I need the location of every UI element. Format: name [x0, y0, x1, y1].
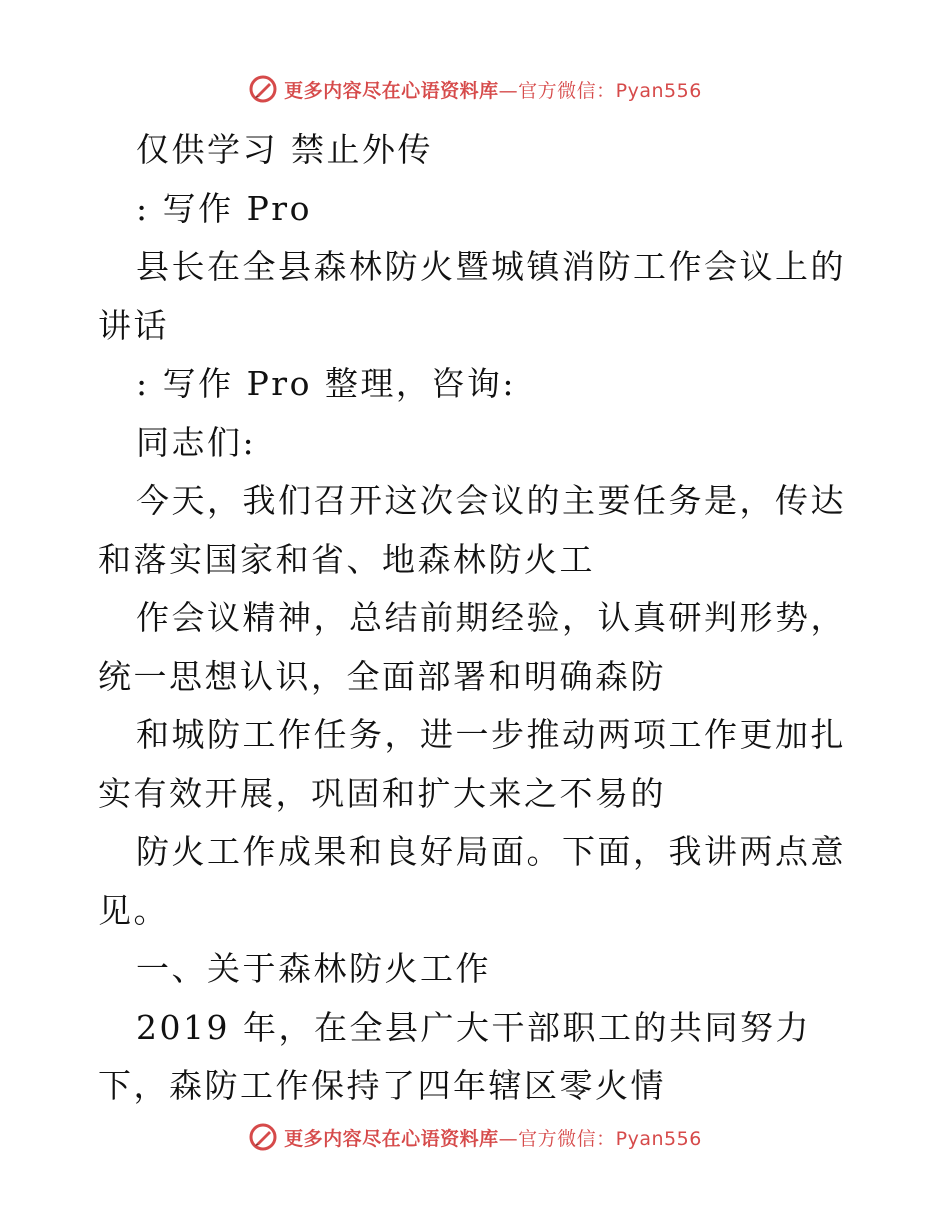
document-body	[98, 121, 858, 1116]
watermark-contact-text: —官方微信：Pyan556	[498, 79, 702, 102]
watermark-main-text: 更多内容尽在心语资料库	[284, 79, 499, 102]
paragraph-body-3: 和城防工作任务，进一步推动两项工作更加扎实有效开展，巩固和扩大来之不易的	[98, 715, 846, 813]
document-title: 县长在全县森林防火暨城镇消防工作会议上的讲话	[98, 247, 846, 345]
pen-logo-icon	[248, 74, 278, 104]
paragraph-body-2: 作会议精神，总结前期经验，认真研判形势，统一思想认识，全面部署和明确森防	[98, 598, 846, 696]
paragraph-body-5: 2019 年，在全县广大干部职工的共同努力下，森防工作保持了四年辖区零火情	[98, 1007, 811, 1105]
paragraph-notice: 仅供学习 禁止外传	[136, 130, 433, 169]
watermark-contact-text: —官方微信：Pyan556	[498, 1127, 702, 1150]
pen-logo-icon	[248, 1122, 278, 1152]
paragraph-compiler: : 写作 Pro 整理，咨询:	[136, 364, 517, 403]
footer-watermark	[0, 1122, 950, 1152]
paragraph-body-4: 防火工作成果和良好局面。下面，我讲两点意见。	[98, 832, 846, 930]
watermark-main-text: 更多内容尽在心语资料库	[284, 1127, 499, 1150]
paragraph-author: : 写作 Pro	[136, 188, 312, 228]
section-heading-1: 一、关于森林防火工作	[136, 949, 491, 988]
paragraph-salutation: 同志们:	[136, 422, 257, 462]
paragraph-body-1: 今天，我们召开这次会议的主要任务是，传达和落实国家和省、地森林防火工	[98, 481, 846, 579]
header-watermark	[0, 74, 950, 104]
